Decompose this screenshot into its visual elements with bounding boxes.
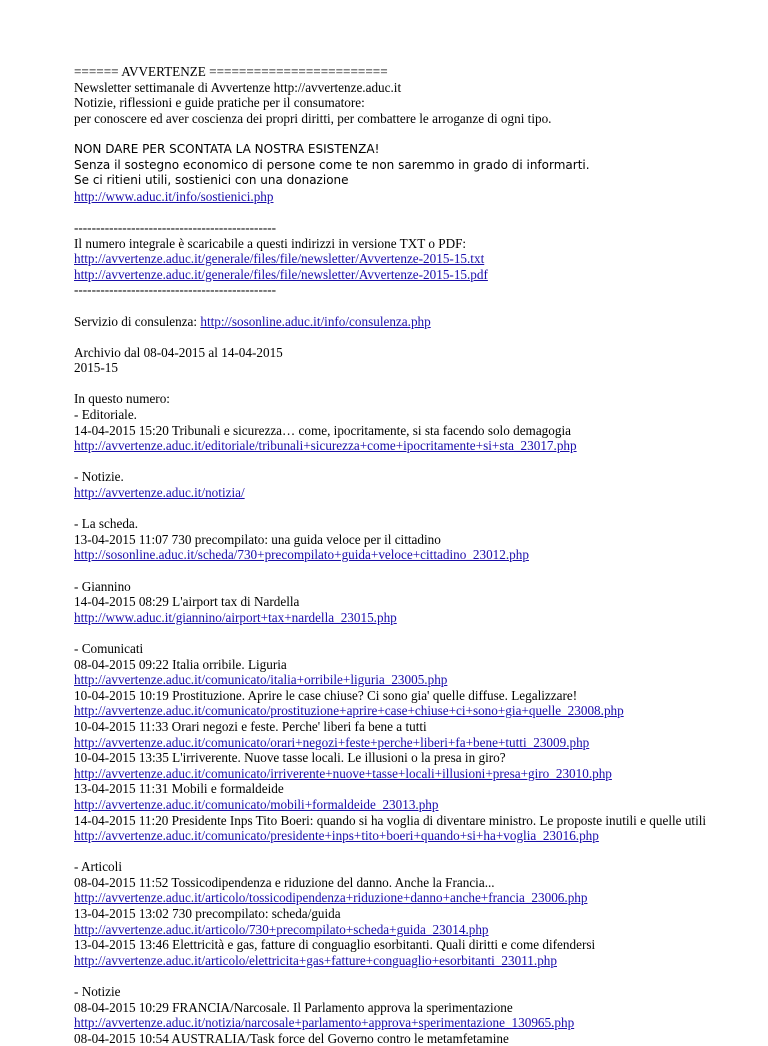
list-item-link[interactable]: http://sosonline.aduc.it/scheda/730+precompilato+guida+veloce+cittadino_23012.php bbox=[74, 547, 529, 563]
section-heading-notizie-index: - Notizie. bbox=[74, 469, 124, 485]
section-heading-articoli: - Articoli bbox=[74, 859, 122, 875]
section-heading-giannino: - Giannino bbox=[74, 578, 131, 594]
list-item-title: 14-04-2015 08:29 L'airport tax di Nardella bbox=[74, 594, 300, 610]
pdf-download-link[interactable]: http://avvertenze.aduc.it/generale/files/file/newsletter/Avvertenze-2015-15.pdf bbox=[74, 266, 488, 282]
section-heading-notizie: - Notizie bbox=[74, 984, 121, 1000]
section-heading-scheda: - La scheda. bbox=[74, 516, 139, 532]
list-item-title: 13-04-2015 13:46 Elettricità e gas, fatture di conguaglio esorbitanti. Quali diritti e come difendersi bbox=[74, 937, 596, 953]
consulting-link[interactable]: http://sosonline.aduc.it/info/consulenza.php bbox=[200, 313, 431, 329]
list-item-link[interactable]: http://avvertenze.aduc.it/editoriale/tribunali+sicurezza+come+ipocritamente+si+sta_23017.php bbox=[74, 438, 577, 454]
list-item-title: 08-04-2015 10:54 AUSTRALIA/Task force del Governo contro le metamfetamine bbox=[74, 1030, 509, 1046]
list-item-title: 08-04-2015 10:29 FRANCIA/Narcosale. Il Parlamento approva la sperimentazione bbox=[74, 999, 513, 1015]
list-item-title: 13-04-2015 11:07 730 precompilato: una guida veloce per il cittadino bbox=[74, 531, 441, 547]
list-item-title: 10-04-2015 10:19 Prostituzione. Aprire le case chiuse? Ci sono gia' quelle diffuse. Legalizzare! bbox=[74, 687, 578, 703]
newsletter-document bbox=[74, 64, 754, 1046]
list-item-title: 10-04-2015 13:35 L'irriverente. Nuove tasse locali. Le illusioni o la presa in giro? bbox=[74, 750, 506, 766]
list-item-link[interactable]: http://avvertenze.aduc.it/articolo/730+precompilato+scheda+guida_23014.php bbox=[74, 921, 489, 937]
support-line: Se ci ritieni utili, sostienici con una donazione bbox=[74, 173, 349, 188]
separator: ---------------------------------------------- bbox=[74, 282, 277, 298]
consulting-label: Servizio di consulenza: bbox=[74, 313, 201, 329]
list-item-link[interactable]: http://avvertenze.aduc.it/comunicato/mobili+formaldeide_23013.php bbox=[74, 796, 439, 812]
consulting-line bbox=[74, 314, 754, 330]
txt-download-link[interactable]: http://avvertenze.aduc.it/generale/files/file/newsletter/Avvertenze-2015-15.txt bbox=[74, 251, 485, 267]
contents-intro: In questo numero: bbox=[74, 391, 170, 407]
header-line: Newsletter settimanale di Avvertenze http://avvertenze.aduc.it bbox=[74, 79, 402, 95]
support-heading: NON DARE PER SCONTATA LA NOSTRA ESISTENZA! bbox=[74, 141, 380, 156]
header-line: Notizie, riflessioni e guide pratiche per il consumatore: bbox=[74, 95, 365, 111]
list-item-title: 13-04-2015 11:31 Mobili e formaldeide bbox=[74, 781, 284, 797]
support-line: Senza il sostegno economico di persone come te non saremmo in grado di informarti. bbox=[74, 157, 590, 172]
header-line: per conoscere ed aver coscienza dei propri diritti, per combattere le arroganze di ogni tipo. bbox=[74, 110, 552, 126]
download-text: Il numero integrale è scaricabile a questi indirizzi in versione TXT o PDF: bbox=[74, 235, 467, 251]
list-item-title: 14-04-2015 15:20 Tribunali e sicurezza… come, ipocritamente, si sta facendo solo demagogia bbox=[74, 422, 571, 438]
donation-link[interactable]: http://www.aduc.it/info/sostienici.php bbox=[74, 188, 274, 204]
list-item-link[interactable]: http://avvertenze.aduc.it/comunicato/irriverente+nuove+tasse+locali+illusioni+presa+giro_23010.php bbox=[74, 765, 612, 781]
list-item-link[interactable]: http://www.aduc.it/giannino/airport+tax+nardella_23015.php bbox=[74, 609, 397, 625]
list-item-link[interactable]: http://avvertenze.aduc.it/comunicato/italia+orribile+liguria_23005.php bbox=[74, 672, 448, 688]
newsletter-title: ====== AVVERTENZE ======================== bbox=[74, 64, 388, 79]
issue-number: 2015-15 bbox=[74, 360, 118, 376]
list-item-link[interactable]: http://avvertenze.aduc.it/comunicato/orari+negozi+feste+perche+liberi+fa+bene+tutti_23009.php bbox=[74, 734, 590, 750]
notizie-index-link[interactable]: http://avvertenze.aduc.it/notizia/ bbox=[74, 485, 245, 501]
section-heading-editoriale: - Editoriale. bbox=[74, 407, 137, 423]
list-item-title: 13-04-2015 13:02 730 precompilato: scheda/guida bbox=[74, 906, 341, 922]
list-item-link[interactable]: http://avvertenze.aduc.it/articolo/elettricita+gas+fatture+conguaglio+esorbitanti_23011.php bbox=[74, 952, 557, 968]
list-item-title: 08-04-2015 11:52 Tossicodipendenza e riduzione del danno. Anche la Francia... bbox=[74, 874, 495, 890]
archive-range: Archivio dal 08-04-2015 al 14-04-2015 bbox=[74, 344, 283, 360]
list-item-title: 14-04-2015 11:20 Presidente Inps Tito Boeri: quando si ha voglia di diventare ministro. Le proposte inutili e quelle utili bbox=[74, 812, 707, 828]
list-item-link[interactable]: http://avvertenze.aduc.it/comunicato/prostituzione+aprire+case+chiuse+ci+sono+gia+quelle_23008.php bbox=[74, 703, 624, 719]
list-item-title: 10-04-2015 11:33 Orari negozi e feste. Perche' liberi fa bene a tutti bbox=[74, 718, 427, 734]
list-item-link[interactable]: http://avvertenze.aduc.it/notizia/narcosale+parlamento+approva+sperimentazione_130965.php bbox=[74, 1015, 575, 1031]
separator: ---------------------------------------------- bbox=[74, 219, 277, 235]
list-item-link[interactable]: http://avvertenze.aduc.it/articolo/tossicodipendenza+riduzione+danno+anche+francia_23006.php bbox=[74, 890, 588, 906]
section-heading-comunicati: - Comunicati bbox=[74, 640, 144, 656]
list-item-title: 08-04-2015 09:22 Italia orribile. Liguria bbox=[74, 656, 287, 672]
list-item-link[interactable]: http://avvertenze.aduc.it/comunicato/presidente+inps+tito+boeri+quando+si+ha+voglia_23016.php bbox=[74, 828, 599, 844]
